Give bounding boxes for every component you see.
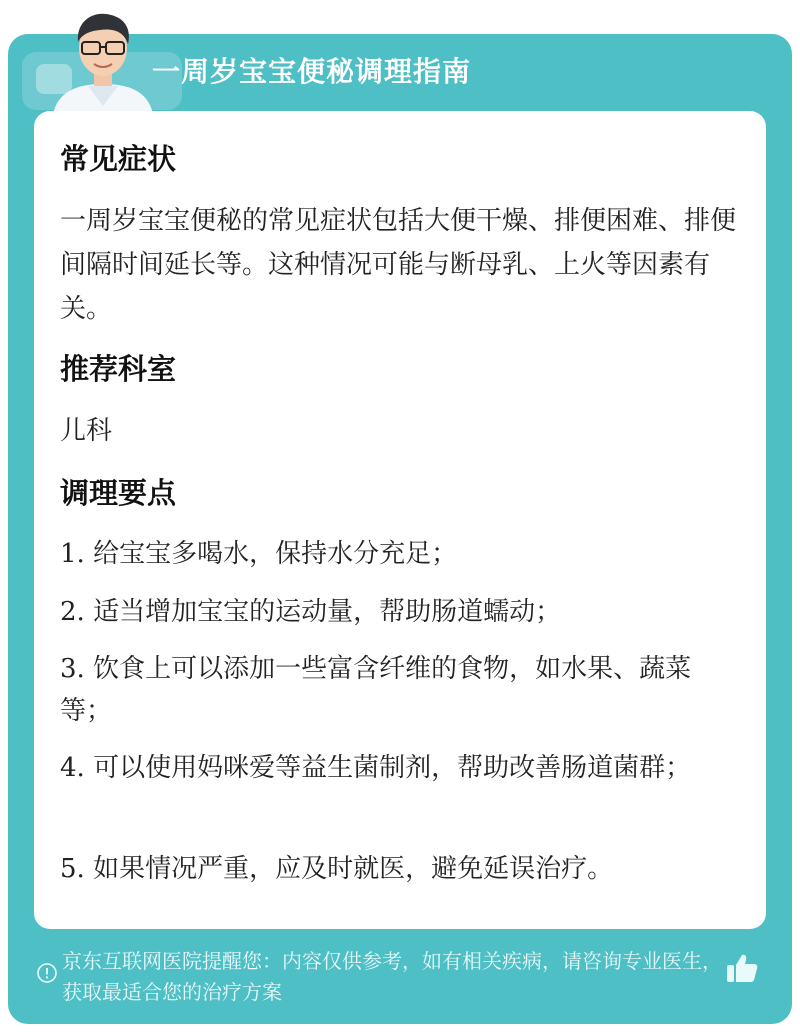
tip-number: 1. — [60, 539, 85, 569]
content-panel — [34, 111, 766, 929]
tip-text: 饮食上可以添加一些富含纤维的食物，如水果、蔬菜等； — [60, 654, 692, 726]
tip-number: 4. — [60, 753, 85, 783]
thumbs-up-icon[interactable] — [724, 950, 760, 986]
tip-text: 给宝宝多喝水，保持水分充足； — [93, 539, 458, 569]
tip-item — [60, 591, 740, 633]
tip-item — [60, 848, 740, 890]
tip-number: 2. — [60, 597, 85, 627]
tip-item — [60, 747, 740, 789]
tip-item — [60, 648, 740, 732]
tip-text: 适当增加宝宝的运动量，帮助肠道蠕动； — [93, 597, 562, 627]
tip-item — [60, 533, 740, 575]
tip-text: 可以使用妈咪爱等益生菌制剂，帮助改善肠道菌群； — [93, 753, 692, 783]
tip-number: 3. — [60, 654, 85, 684]
page-title: 一周岁宝宝便秘调理指南 — [152, 55, 472, 88]
tip-number: 5. — [60, 854, 85, 884]
info-icon — [36, 962, 58, 984]
disclaimer-text: 京东互联网医院提醒您：内容仅供参考，如有相关疾病，请咨询专业医生，获取最适合您的治疗方案 — [62, 949, 722, 1004]
symptoms-text: 一周岁宝宝便秘的常见症状包括大便干燥、排便困难、排便间隔时间延长等。这种情况可能与断母乳、上火等因素有关。 — [60, 206, 737, 324]
symptoms-heading: 常见症状 — [60, 142, 177, 176]
tips-heading: 调理要点 — [60, 476, 177, 510]
doctor-avatar — [48, 8, 158, 114]
tip-text: 如果情况严重，应及时就医，避免延误治疗。 — [93, 854, 614, 884]
department-text: 儿科 — [60, 416, 113, 446]
department-heading: 推荐科室 — [60, 352, 177, 386]
